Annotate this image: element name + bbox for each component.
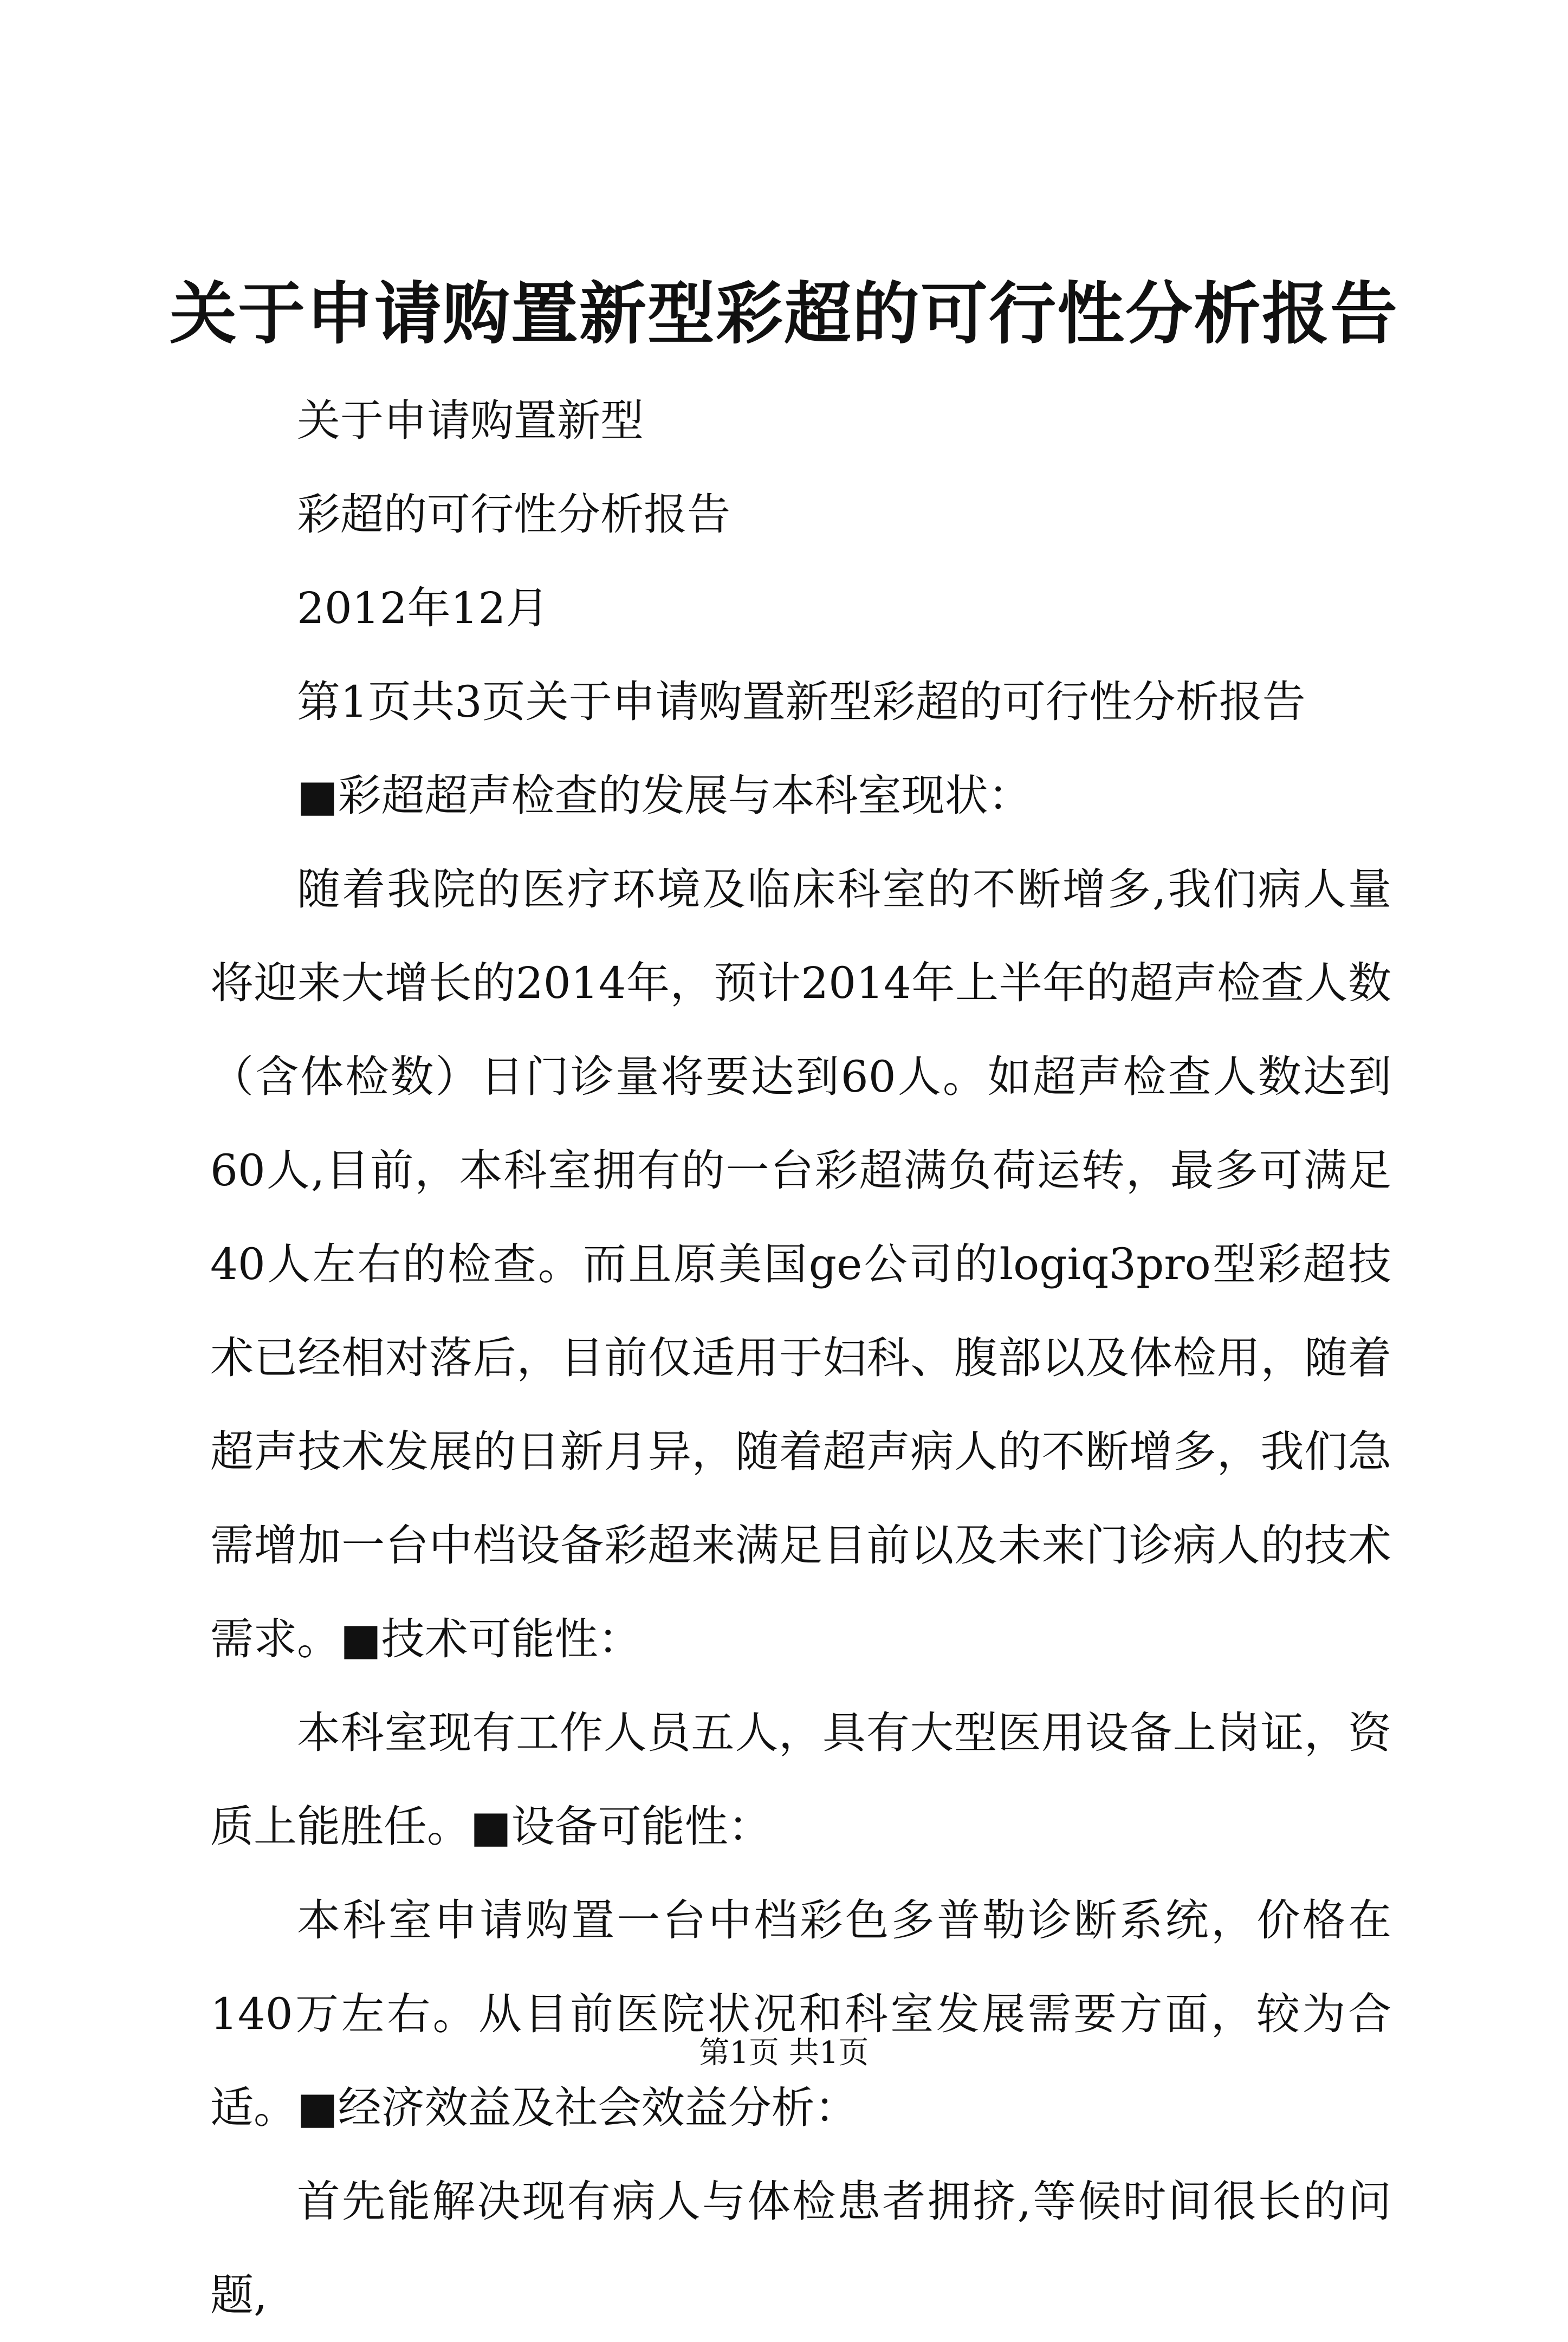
paragraph-equipment: 本科室申请购置一台中档彩色多普勒诊断系统，价格在140万左右。从目前医院状况和科室发展需要方面，较为合适。■经济效益及社会效益分析： (210, 1895, 1391, 2133)
paragraph-staff: 本科室现有工作人员五人，具有大型医用设备上岗证，资质上能胜任。■设备可能性： (210, 1708, 1391, 1852)
section-heading: ■彩超超声检查的发展与本科室现状： (297, 770, 1032, 821)
page-footer: 第1页 共1页 (699, 2035, 869, 2071)
paragraph-benefit: 首先能解决现有病人与体检患者拥挤,等候时间很长的问题, (210, 2176, 1391, 2320)
cover-line-1: 关于申请购置新型 (297, 395, 644, 446)
cover-line-2: 彩超的可行性分析报告 (297, 489, 730, 540)
paragraph-status: 随着我院的医疗环境及临床科室的不断增多,我们病人量将迎来大增长的2014年，预计2014年上半年的超声检查人数（含体检数）日门诊量将要达到60人。如超声检查人数达到60人,目前，本科室拥有的一台彩超满负荷运转，最多可满足40人左右的检查。而且原美国ge公司的logiq3pro型彩超技术已经相对落后，目前仅适用于妇科、腹部以及体检用，随着超声技术发展的日新月异，随着超声病人的不断增多，我们急需增加一台中档设备彩超来满足目前以及未来门诊病人的技术需求。■技术可能性： (210, 864, 1391, 1664)
document-title: 关于申请购置新型彩超的可行性分析报告 (169, 275, 1398, 353)
page-reference-line: 第1页共3页关于申请购置新型彩超的可行性分析报告 (297, 677, 1306, 727)
cover-date: 2012年12月 (297, 583, 549, 633)
